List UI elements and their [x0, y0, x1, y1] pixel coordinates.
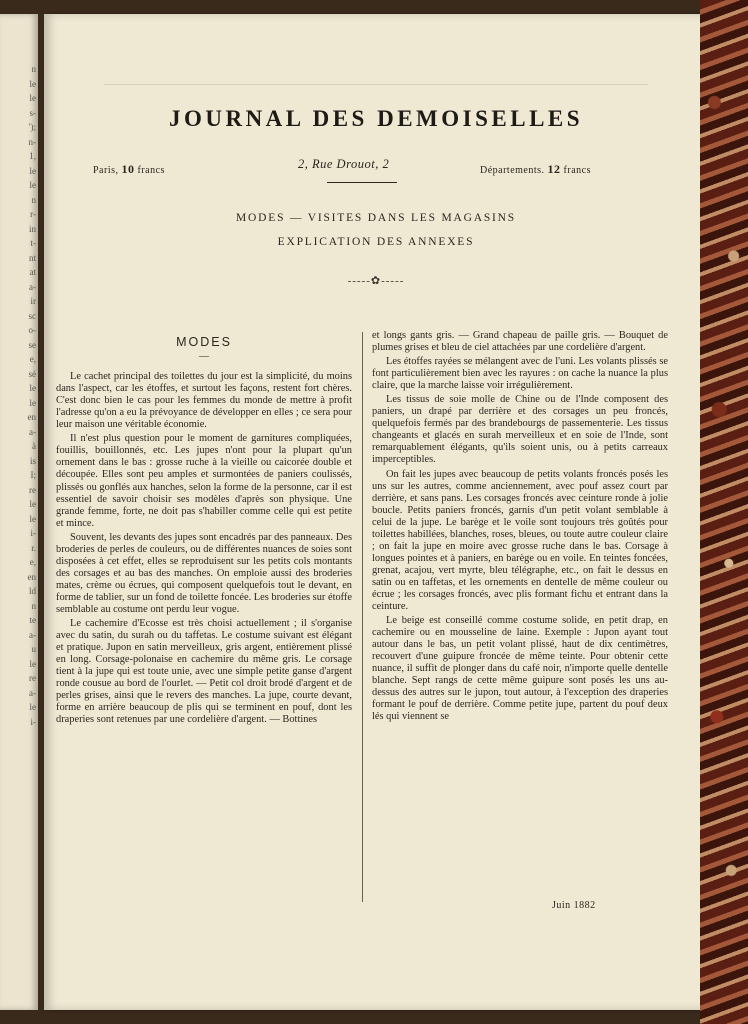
article-title-dash: —: [199, 351, 209, 363]
right-column: [372, 330, 668, 726]
issue-date: Juin 1882: [552, 900, 596, 911]
previous-page-fragment: o-: [28, 325, 36, 335]
previous-page-fragment: a-: [29, 426, 36, 437]
previous-page-fragment: is: [29, 455, 36, 466]
previous-page-fragment: le: [29, 513, 36, 524]
previous-page-fragment: sé: [28, 368, 36, 379]
previous-page-fragment: le: [29, 658, 36, 669]
address: [298, 157, 389, 172]
previous-page-fragment: le: [29, 165, 36, 176]
previous-page-fragment: at: [29, 267, 36, 277]
masthead-rule: [327, 182, 397, 183]
previous-page-fragment: le: [29, 397, 36, 408]
top-faint-rule: [104, 84, 648, 85]
masthead-title: JOURNAL DES DEMOISELLES: [168, 106, 584, 131]
previous-page-fragment: u: [31, 644, 36, 654]
previous-page-fragment: ');: [28, 122, 36, 132]
previous-page-fragment: n: [31, 64, 36, 74]
previous-page-fragment: le: [29, 93, 36, 103]
previous-page-fragment: a-: [29, 281, 36, 292]
left-paragraph: Il n'est plus question pour le moment de garnitures compliquées, fouillis, bouillonnés, etc. Les jupes n'ont pour la plupart qu'un ornement dans le bas : grosse ruche à la vieille ou caicorée double et découpée. Elles sont peu amples et surmontées de paniers coulissés, plissés ou gonflés aux hanches, selon la forme de la personne, car il est essentiel de savoir choisir ses modèles d'après son physique. Une grande femme, forte, ne doit pas s'habiller comme celle qui est petite et mince.: [56, 433, 352, 529]
previous-page-fragment: a-: [29, 629, 36, 640]
previous-page-fragment: I;: [30, 470, 36, 480]
section-heading-1: MODES — VISITES DANS LES MAGASINS: [236, 212, 516, 224]
right-paragraph: et longs gants gris. — Grand chapeau de paille gris. — Bouquet de plumes grises et bleu de ciel attachées par une cordelière d'argent.: [372, 330, 668, 354]
marbled-book-edge: [700, 0, 748, 1024]
left-paragraph: Le cachet principal des toilettes du jour est la simplicité, du moins dans l'aspect, car les étoffes, et surtout les façons, restent fort chères. C'est donc bien le cas pour les femmes du monde de mettre à profit l'adresse qu'on a eu la prévoyance de développer en elles ; ce sera pour leur maison une véritable économie.: [56, 371, 352, 431]
previous-page-fragment: nt: [28, 252, 36, 263]
previous-page-fragment: 1,: [29, 151, 36, 161]
previous-page-fragment: n: [31, 194, 36, 205]
previous-page-fragment: te: [29, 615, 36, 625]
previous-page-fragment: à: [32, 441, 36, 451]
article-title: MODES: [176, 335, 232, 349]
departements-price: [480, 162, 591, 177]
previous-page-fragment: ld: [28, 586, 36, 596]
previous-page-fragment: en: [27, 412, 36, 422]
paris-price-label: Paris,: [93, 165, 122, 176]
previous-page-fragment: s-: [29, 107, 36, 118]
previous-page-fragment: r.: [31, 542, 36, 553]
paris-price-unit: francs: [134, 165, 165, 176]
ornament-divider: -----✿-----: [347, 275, 405, 287]
dept-price-label: Départements.: [480, 165, 548, 176]
previous-page-edge: [0, 14, 38, 1010]
previous-page-fragment: le: [29, 702, 36, 712]
previous-page-fragment: in: [28, 223, 36, 234]
previous-page-fragment: n-: [28, 136, 36, 147]
left-paragraph: Le cachemire d'Ecosse est très choisi actuellement ; il s'organise avec du satin, du surah ou du taffetas. Le costume suivant est élégant et pratique. Jupon en satin merveilleux, gris argent, entièrement plissé en long. Corsage-polonaise en cachemire du même gris. Le corsage tient à la jupe qui est toute unie, avec une simple petite ganse d'argent ronde cousue au bord de l'ourlet. — Petit col droit brodé d'argent et de perles grises, ainsi que le revers des manches. La jupe, courte devant, forme en arrière beaucoup de plis qui se terminent en pouf, dont les draperies sont retenues par une cordelière d'argent. — Bottines: [56, 618, 352, 726]
previous-page-fragment: en: [27, 571, 36, 582]
right-paragraph: Les étoffes rayées se mélangent avec de l'uni. Les volants plissés se font particulièrement bien avec les rayures : on cache la nuance la plus claire, que la marche laisse voir irrégulièrement.: [372, 356, 668, 392]
previous-page-fragment: le: [29, 180, 36, 190]
previous-page-fragment: se: [28, 339, 36, 350]
section-heading-2: EXPLICATION DES ANNEXES: [277, 236, 475, 248]
previous-page-fragment: n: [31, 600, 36, 611]
journal-page: [44, 14, 708, 1010]
right-paragraph: On fait les jupes avec beaucoup de petits volants froncés posés les uns sur les autres, comme anciennement, avec pouf assez court par derrière, et sans pans. Les corsages froncés avec ceinture ronde à jolie boucle. Petits paniers froncés, garnis d'un petit volant semblable à celui de la jupe. Le barège et le voile sont toujours très goûtés pour toilettes habillées, blanches, roses, bleues, ou toute autre couleur claire ; on fait la jupe en moire avec grosse ruche dans le bas. Corsage à longues pointes et à paniers, en barège ou en voile. En teintes foncées, grenat, acajou, vert myrte, bleu télégraphe, etc., on fait le dessus en satin ou en taffetas, et les ornements en dentelle de même couleur ou écrue ; les corsages froncés, avec plis formant fichu et entrant dans la ceinture.: [372, 468, 668, 613]
right-paragraph: Les tissus de soie molle de Chine ou de l'Inde composent des paniers, un drapé par derrière et des corsages un peu froncés, quelquefois fermés par des brandebourgs de passementerie. Les tissus changeants et glacés en surah merveilleux et en soie de l'Inde, sont remarquablement élégants, qu'ils soient unis, ou à petits carreaux imperceptibles.: [372, 394, 668, 466]
address-text: 2, Rue Drouot, 2: [298, 157, 390, 171]
dept-price-number: 12: [547, 162, 561, 176]
previous-page-fragment: re: [29, 673, 36, 683]
previous-page-fragment: le: [29, 78, 36, 89]
right-paragraph: Le beige est conseillé comme costume solide, en petit drap, en cachemire ou en mousseline de laine. Exemple : Jupon ayant tout autour dans le bas, un petit volant plissé, haut de dix centimètres, recouvert d'une guipure froncée de même teinte. Pour obtenir cette nuance, il suffit de plonger dans du café noir, n'importe quelle dentelle blanche. Sept rangs de cette même guipure sont posés les uns au-dessus des autres sur le jupon, tout autour, à l'exception des draperies formant le pouf de derrière. Comme petite jupe, partent du pouf deux lés qui viennent se: [372, 615, 668, 723]
previous-page-fragment: e,: [29, 557, 36, 567]
left-paragraph: Souvent, les devants des jupes sont encadrés par des panneaux. Des broderies de perles de couleurs, ou de différentes nuances de soies sont disposées à cet effet, elles se reproduisent sur les petits cols montants des corsages et au bas des manches. On emploie aussi des broderies mates, crème ou écrues, qui composent quelquefois tout le devant, en forme de tablier, sur un fond de toilette foncée. Les broderies sur étoffe semblable au costume ont perdu leur vogue.: [56, 531, 352, 615]
previous-page-fragment: ir: [30, 296, 36, 306]
previous-page-fragment: e,: [29, 354, 36, 364]
previous-page-fragment: a-: [29, 687, 36, 698]
previous-page-fragment: sc: [28, 310, 36, 321]
previous-page-fragment: le: [29, 383, 36, 393]
previous-page-fragment: re: [29, 484, 36, 495]
previous-page-fragment: r-: [30, 209, 36, 219]
paris-price: [93, 162, 165, 177]
previous-page-fragment: le: [29, 499, 36, 509]
previous-page-fragment: t-: [30, 238, 36, 248]
column-divider: [362, 332, 363, 902]
dept-price-unit: francs: [560, 165, 591, 176]
left-column: [56, 332, 352, 728]
previous-page-fragment: i-: [30, 716, 36, 727]
paris-price-number: 10: [121, 162, 135, 176]
previous-page-fragment: i-: [30, 528, 36, 538]
